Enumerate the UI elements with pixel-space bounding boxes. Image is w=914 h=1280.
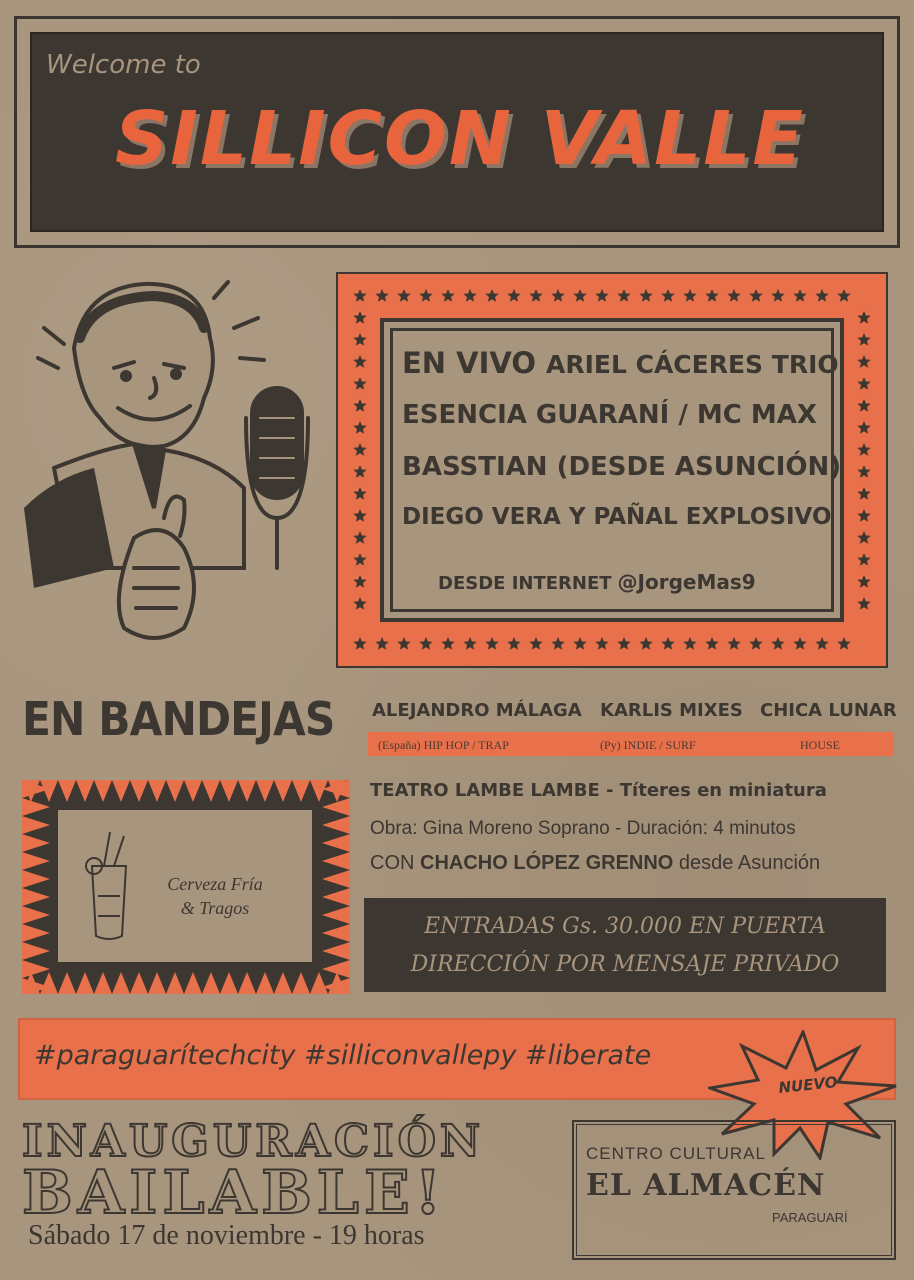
zigzag-triangle [184, 972, 202, 994]
star-decoration [857, 399, 870, 412]
con-suffix: desde Asunción [678, 852, 821, 874]
star-decoration [661, 637, 674, 650]
zigzag-triangle [148, 780, 166, 802]
star-decoration [857, 531, 870, 544]
star-decoration [683, 637, 696, 650]
zigzag-triangle [94, 972, 112, 994]
star-decoration [507, 637, 520, 650]
star-decoration [353, 289, 366, 302]
star-decoration [353, 443, 366, 456]
star-decoration [353, 311, 366, 324]
zigzag-triangle [130, 972, 148, 994]
star-decoration [353, 509, 366, 522]
star-decoration [441, 289, 454, 302]
teatro-con [370, 852, 820, 875]
star-decoration [353, 575, 366, 588]
zigzag-triangle [238, 972, 256, 994]
dj-name-1: ALEJANDRO MÁLAGA [372, 700, 582, 721]
star-decoration [857, 421, 870, 434]
star-decoration [353, 421, 366, 434]
star-decoration [857, 311, 870, 324]
zigzag-triangle [22, 816, 50, 834]
zigzag-triangle [58, 780, 76, 802]
zigzag-triangle [292, 780, 310, 802]
star-decoration [857, 355, 870, 368]
zigzag-triangle [184, 780, 202, 802]
internet-handle: @JorgeMas9 [617, 570, 756, 594]
internet-line [438, 570, 756, 594]
zigzag-triangle [22, 942, 50, 960]
zigzag-triangle [22, 852, 50, 870]
star-decoration [463, 637, 476, 650]
cocktail-icon [84, 826, 134, 946]
star-decoration [595, 637, 608, 650]
poster-title: SILLICON VALLE [115, 96, 805, 182]
star-decoration [771, 289, 784, 302]
star-decoration [353, 377, 366, 390]
star-decoration [771, 637, 784, 650]
dj-genre-2: (Py) INDIE / SURF [600, 738, 696, 752]
zigzag-triangle [322, 942, 350, 960]
star-decoration [705, 637, 718, 650]
zigzag-triangle [322, 906, 350, 924]
con-name: CHACHO LÓPEZ GRENNO [420, 852, 674, 874]
star-decoration [857, 487, 870, 500]
zigzag-triangle [322, 870, 350, 888]
star-decoration [485, 637, 498, 650]
star-decoration [419, 637, 432, 650]
star-decoration [551, 289, 564, 302]
con-prefix: CON [370, 852, 415, 874]
zigzag-triangle [22, 798, 50, 816]
star-decoration [727, 637, 740, 650]
teatro-subtitle: - Títeres en miniatura [606, 780, 827, 801]
zigzag-triangle [76, 972, 94, 994]
bar-text [130, 872, 300, 920]
star-decoration [353, 553, 366, 566]
dj-genre-1: (España) HIP HOP / TRAP [378, 738, 509, 752]
hashtags: #paraguarítechcity #silliconvallepy #liberate [34, 1040, 652, 1071]
star-decoration [529, 637, 542, 650]
tickets-address: DIRECCIÓN POR MENSAJE PRIVADO [410, 952, 840, 977]
zigzag-triangle [220, 780, 238, 802]
venue-type: CENTRO CULTURAL [586, 1144, 766, 1163]
zigzag-triangle [202, 972, 220, 994]
star-decoration [705, 289, 718, 302]
zigzag-triangle [40, 972, 58, 994]
zigzag-triangle [310, 780, 328, 802]
zigzag-triangle [322, 888, 350, 906]
zigzag-triangle [22, 834, 50, 852]
internet-label: DESDE INTERNET [438, 573, 612, 594]
star-decoration [793, 637, 806, 650]
dj-name-3: CHICA LUNAR [760, 700, 897, 721]
star-decoration [353, 465, 366, 478]
star-decoration [485, 289, 498, 302]
star-decoration [857, 509, 870, 522]
star-decoration [661, 289, 674, 302]
announcer-illustration [14, 268, 324, 688]
star-decoration [749, 289, 762, 302]
star-decoration [441, 637, 454, 650]
artist-1: ARIEL CÁCERES TRIO [546, 350, 839, 379]
zigzag-triangle [112, 780, 130, 802]
dj-name-2: KARLIS MIXES [600, 700, 743, 721]
star-decoration [727, 289, 740, 302]
event-line-2: BAILABLE! [22, 1158, 447, 1228]
star-decoration [749, 637, 762, 650]
zigzag-triangle [166, 780, 184, 802]
star-decoration [353, 399, 366, 412]
venue-city: PARAGUARÍ [772, 1210, 848, 1225]
artist-2: ESENCIA GUARANÍ / MC MAX [402, 400, 817, 430]
star-decoration [397, 289, 410, 302]
teatro-heading [370, 780, 827, 801]
star-decoration [375, 637, 388, 650]
zigzag-triangle [256, 780, 274, 802]
artist-3: BASSTIAN (DESDE ASUNCIÓN) [402, 452, 842, 482]
zigzag-triangle [76, 780, 94, 802]
zigzag-triangle [148, 972, 166, 994]
event-date: Sábado 17 de noviembre - 19 horas [28, 1220, 425, 1251]
star-decoration [397, 637, 410, 650]
zigzag-triangle [22, 888, 50, 906]
star-decoration [353, 355, 366, 368]
zigzag-triangle [112, 972, 130, 994]
zigzag-triangle [292, 972, 310, 994]
star-decoration [857, 377, 870, 390]
dj-genre-3: HOUSE [800, 738, 841, 752]
zigzag-triangle [322, 798, 350, 816]
zigzag-triangle [256, 972, 274, 994]
star-decoration [857, 575, 870, 588]
zigzag-triangle [238, 780, 256, 802]
star-decoration [573, 637, 586, 650]
zigzag-triangle [274, 780, 292, 802]
teatro-title: TEATRO LAMBE LAMBE [370, 780, 600, 801]
star-decoration [353, 637, 366, 650]
zigzag-triangle [322, 924, 350, 942]
star-decoration [353, 597, 366, 610]
tickets-panel [364, 898, 886, 992]
star-decoration [683, 289, 696, 302]
en-bandejas-heading: EN BANDEJAS [22, 692, 335, 746]
event-line-1: INAUGURACIÓN [22, 1116, 485, 1167]
zigzag-triangle [310, 972, 328, 994]
teatro-obra: Obra: Gina Moreno Soprano - Duración: 4 minutos [370, 818, 796, 839]
star-decoration [837, 289, 850, 302]
star-decoration [353, 333, 366, 346]
zigzag-triangle [322, 834, 350, 852]
star-decoration [551, 637, 564, 650]
zigzag-triangle [202, 780, 220, 802]
star-decoration [837, 637, 850, 650]
zigzag-triangle [22, 960, 50, 978]
star-decoration [595, 289, 608, 302]
bar-line-1: Cerveza Fría [167, 874, 263, 894]
bar-line-2: & Tragos [180, 898, 250, 918]
welcome-text: Welcome to [46, 50, 201, 80]
zigzag-triangle [274, 972, 292, 994]
star-decoration [857, 443, 870, 456]
star-decoration [375, 289, 388, 302]
star-decoration [857, 465, 870, 478]
star-decoration [815, 289, 828, 302]
star-decoration [857, 333, 870, 346]
zigzag-triangle [94, 780, 112, 802]
star-decoration [857, 597, 870, 610]
zigzag-triangle [220, 972, 238, 994]
star-decoration [617, 637, 630, 650]
zigzag-triangle [322, 816, 350, 834]
star-decoration [529, 289, 542, 302]
star-decoration [573, 289, 586, 302]
star-decoration [793, 289, 806, 302]
star-decoration [419, 289, 432, 302]
zigzag-triangle [22, 906, 50, 924]
artist-4: DIEGO VERA Y PAÑAL EXPLOSIVO [402, 504, 832, 530]
star-decoration [353, 487, 366, 500]
star-decoration [639, 637, 652, 650]
star-decoration [463, 289, 476, 302]
zigzag-triangle [322, 852, 350, 870]
star-decoration [507, 289, 520, 302]
en-vivo-label: EN VIVO [402, 346, 536, 380]
star-decoration [639, 289, 652, 302]
tickets-price: ENTRADAS Gs. 30.000 EN PUERTA [424, 914, 826, 939]
star-decoration [617, 289, 630, 302]
zigzag-triangle [166, 972, 184, 994]
zigzag-triangle [22, 924, 50, 942]
zigzag-triangle [22, 870, 50, 888]
star-decoration [857, 553, 870, 566]
lineup-line-1 [402, 346, 839, 380]
star-decoration [815, 637, 828, 650]
star-decoration [353, 531, 366, 544]
venue-name: EL ALMACÉN [586, 1168, 826, 1203]
new-badge: NUEVO [777, 1072, 839, 1098]
zigzag-triangle [58, 972, 76, 994]
zigzag-triangle [130, 780, 148, 802]
